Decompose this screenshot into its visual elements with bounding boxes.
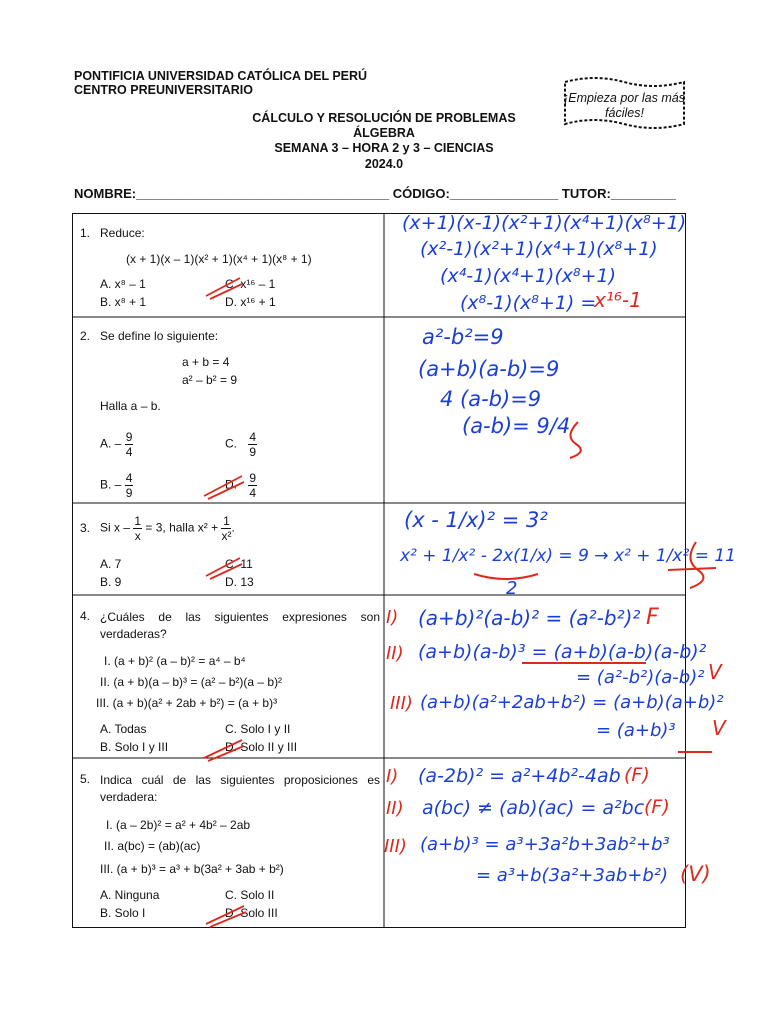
q2-option-c-label: C. — [225, 436, 237, 451]
q4-mark-ii: V — [708, 660, 722, 684]
q2-work-line2: (a+b)(a-b)=9 — [418, 357, 560, 381]
q4-statement-iii: III. (a + b)(a² + 2ab + b²) = (a + b)³ — [96, 696, 278, 710]
q4-option-b[interactable]: B. Solo I y III — [100, 740, 169, 754]
q2-answer-mark-icon — [560, 420, 590, 460]
q5-work-i: (a-2b)² = a²+4b²-4ab — [418, 765, 621, 787]
q5-work-iii-b: = a³+b(3a²+3ab+b²) — [476, 865, 669, 886]
q3-option-b[interactable]: B. 9 — [100, 575, 122, 589]
q4-option-c[interactable]: C. Solo I y II — [225, 722, 291, 736]
student-fields — [74, 186, 676, 201]
q2-b-num: 4 — [125, 471, 133, 485]
q5-statement-ii: II. a(bc) = (ab)(ac) — [104, 839, 201, 853]
q5-roman-iii: III) — [384, 836, 407, 857]
q5-prompt: Indica cuál de las siguientes proposiciones es verdadera: — [100, 773, 380, 804]
q5-option-b[interactable]: B. Solo I — [100, 906, 146, 920]
q3-option-a[interactable]: A. 7 — [100, 557, 122, 571]
q1-number: 1. — [80, 226, 91, 240]
university-name: PONTIFICIA UNIVERSIDAD CATÓLICA DEL PERÚ — [74, 69, 368, 83]
q2-c-den: 9 — [249, 445, 257, 459]
q2-number: 2. — [80, 329, 91, 343]
q2-prompt: Se define lo siguiente: — [100, 329, 219, 343]
q4-mark-iii: V — [712, 716, 726, 740]
q5-roman-i: I) — [386, 766, 399, 787]
q4-option-a[interactable]: A. Todas — [100, 722, 147, 736]
tip-badge — [562, 76, 687, 130]
q5-option-a[interactable]: A. Ninguna — [100, 888, 160, 902]
q5-roman-ii: II) — [386, 798, 404, 819]
q3-option-d[interactable]: D. 13 — [225, 575, 254, 589]
q2-option-b[interactable] — [100, 471, 133, 500]
q2-work-line1: a²-b²=9 — [422, 325, 504, 349]
q1-option-c[interactable]: C. x¹⁶ – 1 — [225, 277, 276, 291]
q2-work-line4: (a-b)= 9/4 — [462, 414, 571, 438]
nombre-field[interactable]: NOMBRE:___________________________________ — [74, 186, 390, 201]
q3-option-c[interactable]: C. 11 — [225, 557, 253, 571]
q4-work-ii: (a+b)(a-b)³ = (a+b)(a-b)(a-b)² — [418, 641, 707, 663]
q2-work-line3: 4 (a-b)=9 — [440, 387, 542, 411]
course-title: CÁLCULO Y RESOLUCIÓN DE PROBLEMAS — [252, 111, 516, 125]
q3-fraction1 — [133, 514, 142, 543]
q2-eq1: a + b = 4 — [182, 355, 230, 369]
q5-work-ii: a(bc) ≠ (ab)(ac) = a²bc — [422, 797, 645, 819]
q2-option-b-label: B. – — [100, 477, 122, 492]
q5-mark-iii: (V) — [680, 862, 711, 886]
q2-option-a[interactable] — [100, 430, 133, 459]
q1-option-a[interactable]: A. x⁸ – 1 — [100, 277, 146, 291]
q4-roman-i: I) — [386, 607, 399, 628]
q4-statement-ii: II. (a + b)(a – b)³ = (a² – b²)(a – b)² — [100, 675, 283, 689]
q1-expression: (x + 1)(x – 1)(x² + 1)(x⁴ + 1)(x⁸ + 1) — [126, 252, 312, 266]
q3-prompt: Si x – $\frac{1}{x}$ = 3, halla x² + $\frac{1}{\text{x²}}$ . — [100, 514, 235, 543]
q4-work-iii: (a+b)(a²+2ab+b²) = (a+b)(a+b)² — [420, 692, 724, 713]
q2-ask: Halla a – b. — [100, 399, 161, 413]
q1-prompt: Reduce: — [100, 226, 145, 240]
q1-work-line4: (x⁸-1)(x⁸+1) = — [460, 292, 597, 314]
tutor-field[interactable]: TUTOR:_________ — [561, 186, 676, 201]
q5-statement-i: I. (a – 2b)² = a² + 4b² – 2ab — [106, 818, 251, 832]
q4-statement-i: I. (a + b)² (a – b)² = a⁴ – b⁴ — [104, 654, 246, 668]
q3-answer-check-icon — [204, 552, 244, 580]
q2-eq2: a² – b² = 9 — [182, 373, 238, 387]
q4-prompt: ¿Cuáles de las siguientes expresiones son verdaderas? — [100, 610, 380, 641]
q2-option-c-fraction — [248, 430, 257, 459]
q2-option-d-fraction — [248, 471, 257, 500]
q4-underline-icon — [520, 658, 650, 668]
q3-work-line1: (x - 1/x)² = 3² — [404, 508, 548, 532]
q3-fr1-den: x — [134, 529, 141, 543]
q5-statement-iii: III. (a + b)³ = a³ + b(3a² + 3ab + b²) — [100, 862, 284, 876]
q2-option-b-fraction — [125, 471, 134, 500]
q1-work-line1: (x+1)(x-1)(x²+1)(x⁴+1)(x⁸+1) — [402, 212, 687, 234]
q2-a-num: 9 — [125, 430, 133, 444]
q1-option-d[interactable]: D. x¹⁶ + 1 — [225, 295, 276, 309]
q2-answer-check-icon — [202, 470, 246, 500]
q4-option-d[interactable]: D. Solo II y III — [225, 740, 298, 754]
q1-option-b[interactable]: B. x⁸ + 1 — [100, 295, 147, 309]
session-title: SEMANA 3 – HORA 2 y 3 – CIENCIAS — [274, 141, 494, 155]
q3-prompt-part2: = 3, halla x² + — [145, 520, 219, 535]
q2-d-den: 4 — [249, 486, 257, 500]
q5-work-iii: (a+b)³ = a³+3a²b+3ab²+b³ — [420, 834, 670, 855]
q4-work-ii-b: = (a²-b²)(a-b)² — [576, 667, 705, 688]
q5-option-c[interactable]: C. Solo II — [225, 888, 275, 902]
q1-work-line3: (x⁴-1)(x⁴+1)(x⁸+1) — [440, 265, 617, 287]
q3-fr2-num: 1 — [223, 514, 230, 528]
q2-option-a-fraction — [125, 430, 134, 459]
year-title: 2024.0 — [364, 157, 404, 171]
q1-answer: x¹⁶-1 — [594, 288, 642, 312]
q2-option-a-label: A. – — [100, 436, 122, 451]
q4-answer-check-icon — [202, 734, 246, 762]
q3-fr1-num: 1 — [134, 514, 142, 528]
q4-answer-underline-icon — [676, 748, 716, 756]
tip-text: ¡Empieza por las más fáciles! — [564, 91, 685, 120]
q4-roman-ii: II) — [386, 643, 404, 664]
q4-work-iii-b: = (a+b)³ — [596, 720, 676, 741]
center-name: CENTRO PREUNIVERSITARIO — [74, 83, 253, 97]
q3-answer-mark-icon — [668, 540, 718, 590]
q2-option-d-label: D. — [225, 477, 237, 492]
q2-a-den: 4 — [125, 445, 133, 459]
q4-mark-i: F — [646, 605, 659, 630]
q4-roman-iii: III) — [390, 693, 413, 714]
q5-mark-i: (F) — [624, 764, 650, 786]
q1-work-line2: (x²-1)(x²+1)(x⁴+1)(x⁸+1) — [420, 238, 658, 260]
q3-fr2-den: x² — [221, 529, 232, 543]
q3-work-line3: 2 — [506, 578, 518, 599]
subject-title: ÁLGEBRA — [353, 126, 415, 140]
q2-b-den: 9 — [125, 486, 133, 500]
q2-d-num: 9 — [249, 471, 257, 485]
q4-number: 4. — [80, 609, 91, 623]
q5-number: 5. — [80, 772, 91, 786]
codigo-field[interactable]: CÓDIGO:_______________ — [392, 186, 559, 201]
q3-fraction2 — [221, 514, 231, 543]
q2-option-c[interactable] — [225, 430, 257, 459]
q3-number: 3. — [80, 521, 91, 535]
q2-c-num: 4 — [249, 430, 257, 444]
q5-mark-ii: (F) — [644, 796, 670, 818]
q4-work-i: (a+b)²(a-b)² = (a²-b²)² — [418, 606, 641, 630]
q1-answer-check-icon — [204, 272, 244, 300]
q3-underline-icon — [472, 570, 542, 584]
q5-option-d[interactable]: D. Solo III — [225, 906, 278, 920]
q3-work-line2: x² + 1/x² - 2x(1/x) = 9 → x² + 1/x² = 11 — [400, 546, 736, 566]
q3-prompt-part1: Si x – — [100, 520, 131, 535]
q5-answer-check-icon — [204, 900, 248, 928]
